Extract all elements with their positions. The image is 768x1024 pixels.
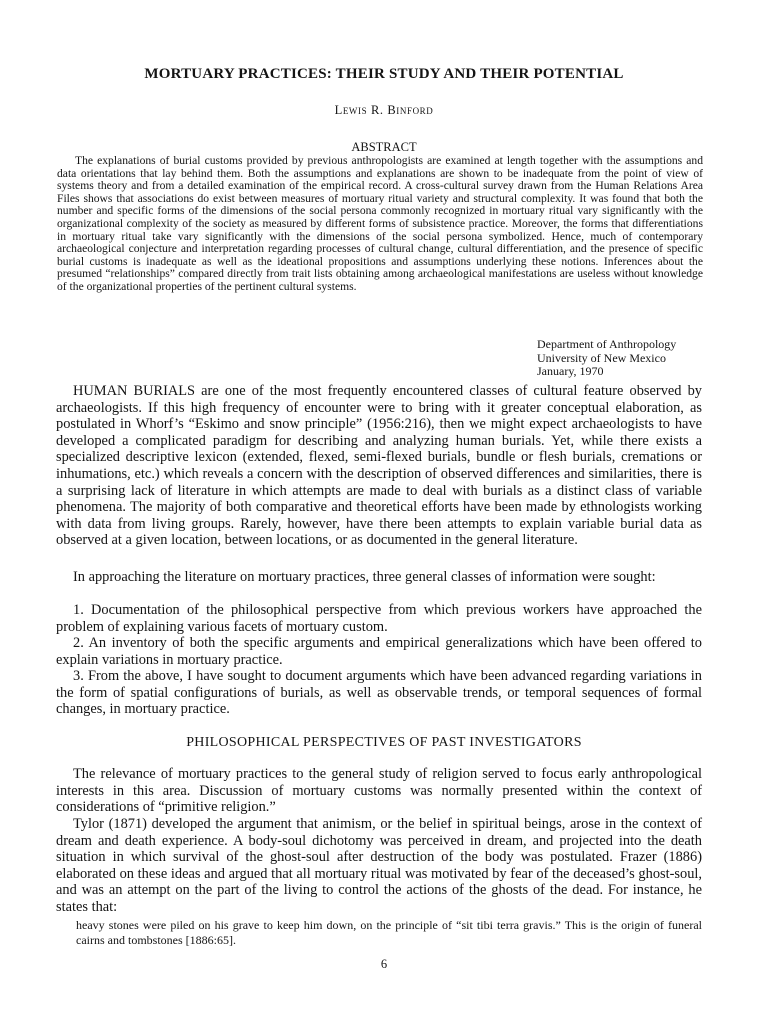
page-number: 6 — [380, 957, 388, 971]
abstract-text: The explanations of burial customs provided by previous anthropologists are examined at length together with the assumptions and data orientations that lay behind them. Both the assumptions and explanations are shown to be inadequate from the point of view of systems theory and from a detailed examination of the empirical record. A cross-cultural survey drawn from the Human Relations Area Files shows that associations do exist between measures of mortuary ritual variety and structural complexity. It was found that both the number and specific forms of the dimensions of the social persona commonly recognized in mortuary ritual vary significantly with the organizational complexity of the society as measured by different forms of subsistence practice. Moreover, the forms that differentiations in mortuary ritual take vary significantly with the dimensions of the social persona symbolized. Hence, much of contemporary archaeological conjecture and interpretation regarding processes of cultural change, cultural differentiation, and the presence of specific burial customs is inadequate as well as the ideational propositions and assumptions underlying these notions. Inferences about the presumed “relationships” compared directly from trait lists obtaining among archaeological manifestations are useless without knowledge of the organizational properties of the pertinent cultural systems. — [57, 154, 703, 293]
list-item-3: 3. From the above, I have sought to document arguments which have been advanced regarding variations in the form of spatial configurations of burials, as well as observable trends, or temporal sequences of formal changes, in mortuary practice. — [56, 668, 702, 718]
list-item-2: 2. An inventory of both the specific arguments and empirical generalizations which have been offered to explain variations in mortuary practice. — [56, 635, 702, 668]
abstract-heading: ABSTRACT — [351, 140, 417, 154]
author-name: Lewis R. Binford — [334, 103, 434, 117]
section-paragraph-2: Tylor (1871) developed the argument that animism, or the belief in spiritual beings, arose in the context of dream and death experience. A body-soul dichotomy was perceived in dream, and projected into the death situation in which survival of the ghost-soul after destruction of the body was postulated. Frazer (1886) elaborated on these ideas and argued that all mortuary ritual was motivated by fear of the deceased’s ghost-soul, and was an attempt on the part of the living to control the actions of the ghosts of the dead. For instance, he states that: — [56, 816, 702, 915]
affiliation-university: University of New Mexico — [537, 350, 666, 365]
section-paragraph-1: The relevance of mortuary practices to the general study of religion served to focus early anthropological interests in this area. Discussion of mortuary customs was normally presented within the context of considerations of “primitive religion.” — [56, 766, 702, 816]
affiliation-department: Department of Anthropology — [537, 337, 677, 351]
section-heading: PHILOSOPHICAL PERSPECTIVES OF PAST INVESTIGATORS — [186, 735, 582, 750]
intro-paragraph: HUMAN BURIALS are one of the most frequently encountered classes of cultural feature observed by archaeologists. If this high frequency of encounter were to bring with it greater conceptual elaboration, as postulated in Whorf’s “Eskimo and snow principle” (1956:216), then we might expect archaeologists to have developed a complicated paradigm for describing and analyzing human burials. Yet, while there exists a specialized descriptive lexicon (extended, flexed, semi-flexed burials, bundle or flesh burials, cremations or inhumations, etc.) which reveals a concern with the description of observed differences and similarities, there is a surprising lack of literature in which attempts are made to deal with burials as a distinct class of variable phenomena. The majority of both comparative and theoretical efforts have been made by ethnologists working with data from living groups. Rarely, however, have there been attempts to explain variable burial data as observed at a given location, between locations, or as documented in the general literature. — [56, 383, 702, 549]
list-item-1: 1. Documentation of the philosophical perspective from which previous workers have approached the problem of explaining various facets of mortuary custom. — [56, 602, 702, 635]
affiliation-block — [537, 338, 676, 379]
affiliation-date: January, 1970 — [537, 364, 604, 379]
approach-paragraph: In approaching the literature on mortuary practices, three general classes of information were sought: — [73, 569, 656, 585]
block-quote: heavy stones were piled on his grave to keep him down, on the principle of “sit tibi terra gravis.” This is the origin of funeral cairns and tombstones [1886:65]. — [76, 918, 702, 947]
paper-title: MORTUARY PRACTICES: THEIR STUDY AND THEIR POTENTIAL — [144, 66, 624, 82]
